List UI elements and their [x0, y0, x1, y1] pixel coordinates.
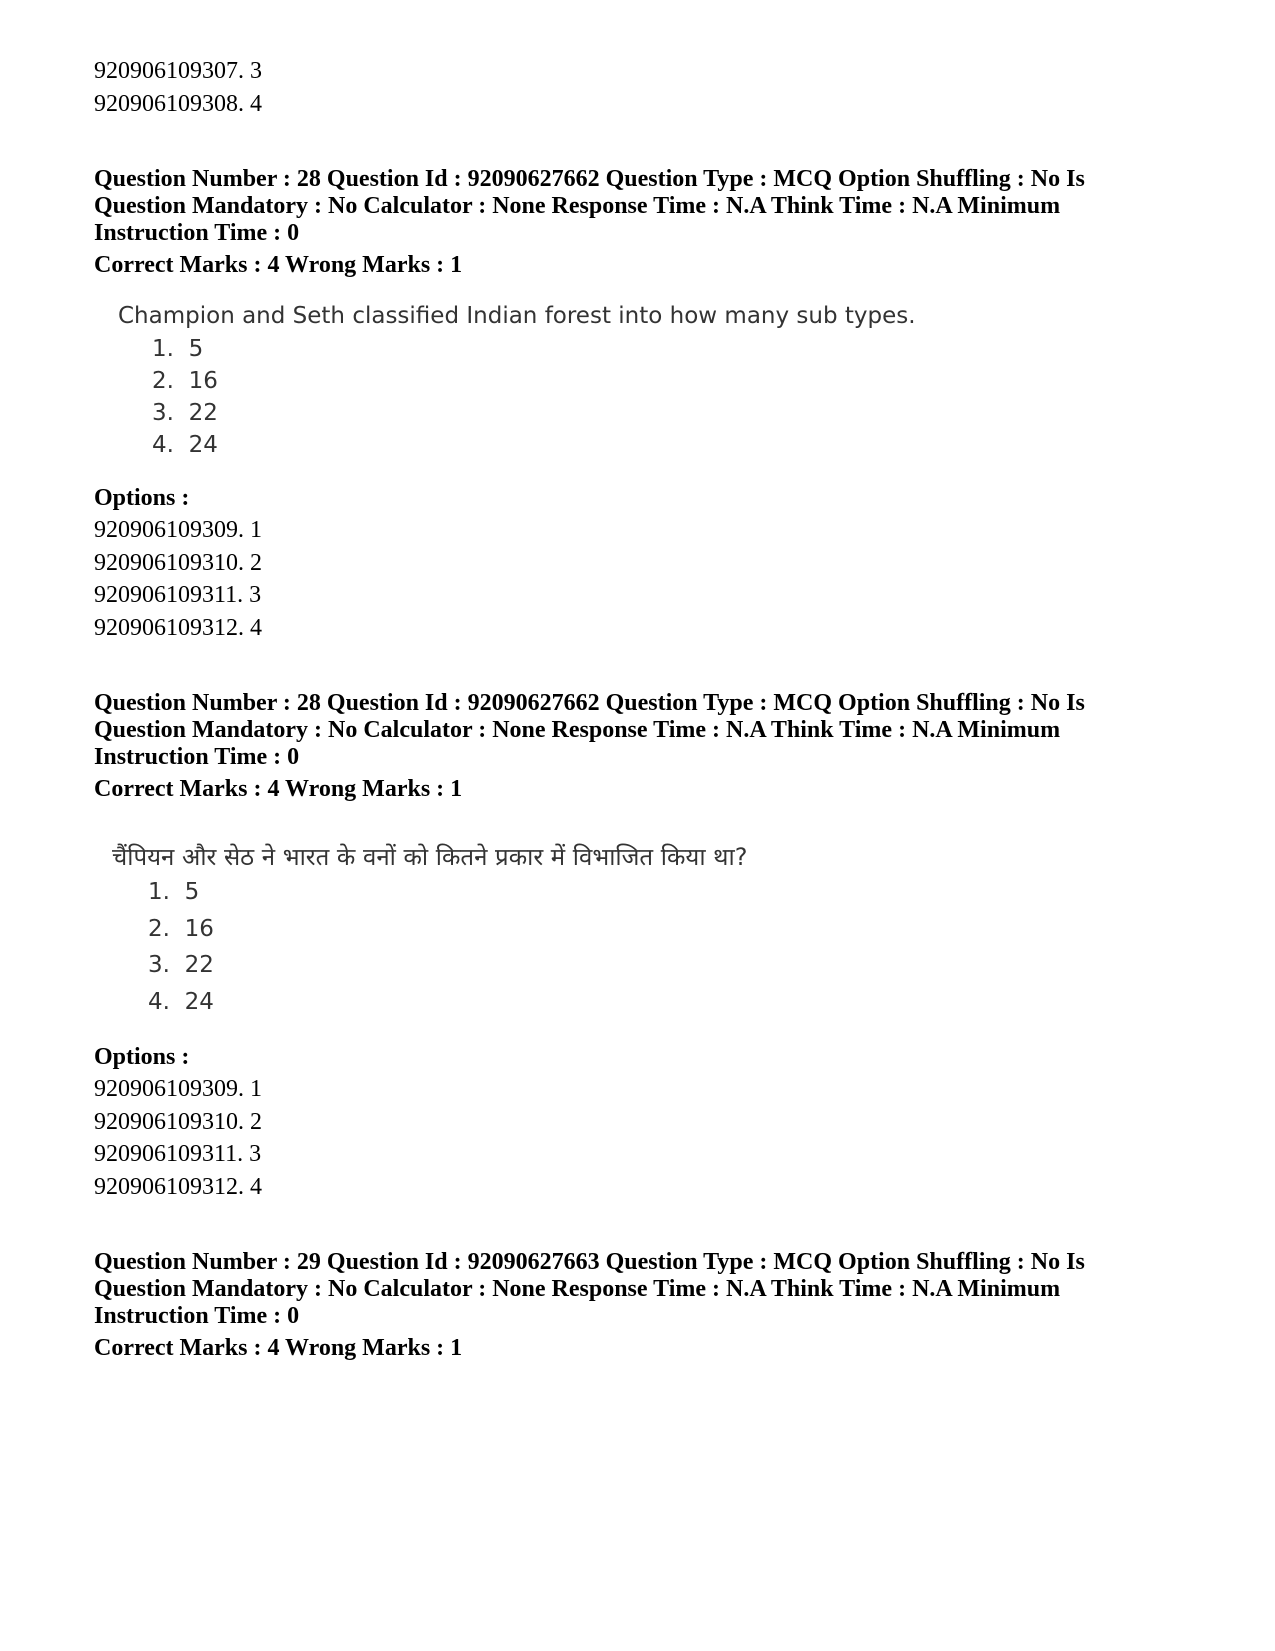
answer-choice: 3. 22 — [152, 400, 218, 426]
question-text: Champion and Seth classified Indian forest into how many sub types. — [118, 303, 916, 329]
option-line: 920906109309. 1 — [94, 517, 262, 543]
answer-choice: 1. 5 — [152, 336, 204, 362]
answer-choice: 2. 16 — [148, 916, 214, 942]
option-line: 920906109311. 3 — [94, 1141, 262, 1167]
answer-choice: 4. 24 — [148, 989, 214, 1015]
question-meta-line: Question Number : 29 Question Id : 92090627663 Question Type : MCQ Option Shuffling : No Is — [94, 1249, 1085, 1275]
question-meta-line: Question Mandatory : No Calculator : None Response Time : N.A Think Time : N.A Minimum — [94, 193, 1061, 219]
option-line: 920906109312. 4 — [94, 615, 262, 641]
question-meta-line: Instruction Time : 0 — [94, 1303, 300, 1329]
question-text: चैंपियन और सेठ ने भारत के वनों को कितने प्रकार में विभाजित किया था? — [112, 843, 748, 871]
option-line: 920906109309. 1 — [94, 1076, 262, 1102]
option-line: 920906109310. 2 — [94, 550, 262, 576]
question-meta-line: Question Mandatory : No Calculator : None Response Time : N.A Think Time : N.A Minimum — [94, 1276, 1061, 1302]
option-line: 920906109307. 3 — [94, 58, 262, 84]
option-line: 920906109310. 2 — [94, 1109, 262, 1135]
options-label: Options : — [94, 485, 190, 511]
question-meta-line: Instruction Time : 0 — [94, 220, 300, 246]
options-label: Options : — [94, 1044, 190, 1070]
question-meta-line: Question Number : 28 Question Id : 92090627662 Question Type : MCQ Option Shuffling : No Is — [94, 690, 1085, 716]
question-marks: Correct Marks : 4 Wrong Marks : 1 — [94, 776, 463, 802]
answer-choice: 1. 5 — [148, 879, 200, 905]
question-marks: Correct Marks : 4 Wrong Marks : 1 — [94, 252, 463, 278]
option-line: 920906109308. 4 — [94, 91, 262, 117]
question-marks: Correct Marks : 4 Wrong Marks : 1 — [94, 1335, 463, 1361]
question-meta-line: Instruction Time : 0 — [94, 744, 300, 770]
option-line: 920906109312. 4 — [94, 1174, 262, 1200]
option-line: 920906109311. 3 — [94, 582, 262, 608]
question-meta-line: Question Mandatory : No Calculator : None Response Time : N.A Think Time : N.A Minimum — [94, 717, 1061, 743]
answer-choice: 2. 16 — [152, 368, 218, 394]
answer-choice: 3. 22 — [148, 952, 214, 978]
answer-choice: 4. 24 — [152, 432, 218, 458]
question-meta-line: Question Number : 28 Question Id : 92090627662 Question Type : MCQ Option Shuffling : No Is — [94, 166, 1085, 192]
